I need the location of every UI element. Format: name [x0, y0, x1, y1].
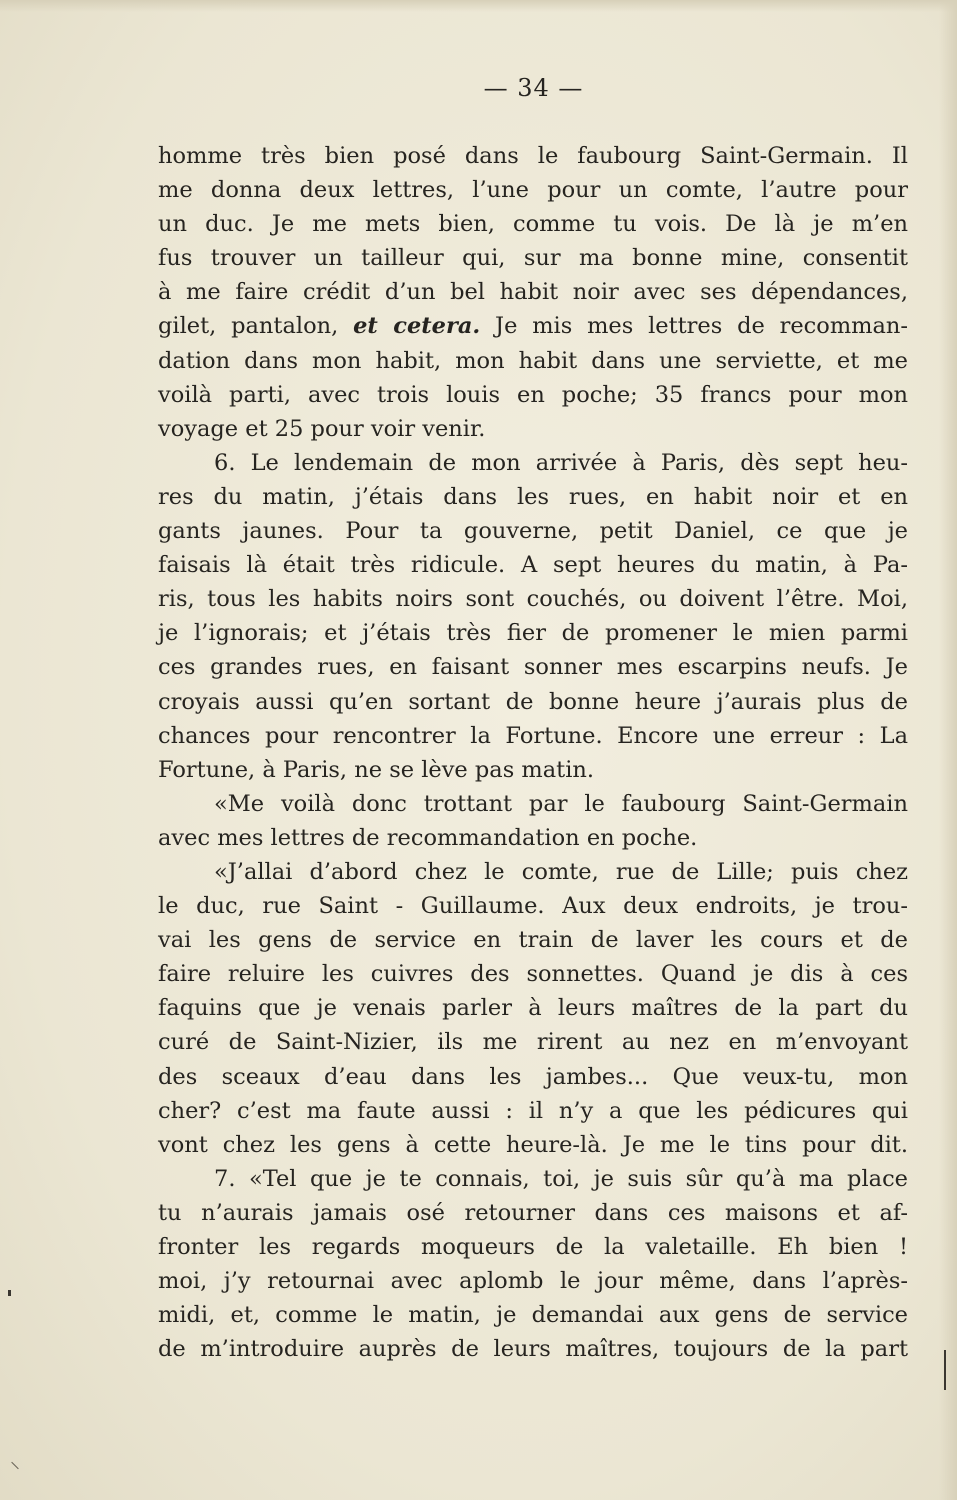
- text-line: voyage et 25 pour voir venir.: [158, 415, 486, 442]
- text-line: je l’ignorais; et j’étais très fier de promener le mien parmi: [158, 620, 908, 647]
- text-line: faisais là était très ridicule. A sept heures du matin, à Pa-: [158, 552, 908, 579]
- margin-mark-right: [944, 1350, 946, 1390]
- text-line: chances pour rencontrer la Fortune. Encore une erreur : La: [158, 722, 908, 749]
- italic-phrase: et cetera.: [353, 313, 481, 340]
- text-run: gilet, pantalon,: [158, 313, 354, 340]
- text-line: le duc, rue Saint - Guillaume. Aux deux endroits, je trou-: [158, 893, 908, 920]
- page-right-shadow: [939, 0, 957, 1500]
- text-line: de m’introduire auprès de leurs maîtres, toujours de la part: [158, 1336, 908, 1363]
- text-line: 7. «Tel que je te connais, toi, je suis sûr qu’à ma place: [214, 1165, 908, 1192]
- text-line: homme très bien posé dans le faubourg Saint-Germain. Il: [158, 143, 908, 169]
- text-line: avec mes lettres de recommandation en poche.: [158, 824, 698, 851]
- text-line: fus trouver un tailleur qui, sur ma bonne mine, consentit: [158, 245, 908, 272]
- text-line: [158, 309, 908, 343]
- text-line: voilà parti, avec trois louis en poche; 35 francs pour mon: [158, 381, 908, 408]
- text-line: vont chez les gens à cette heure-là. Je me le tins pour dit.: [158, 1131, 908, 1158]
- text-line: 6. Le lendemain de mon arrivée à Paris, dès sept heu-: [214, 449, 908, 476]
- text-line: cher? c’est ma faute aussi : il n’y a que les pédicures qui: [158, 1097, 908, 1124]
- text-line: un duc. Je me mets bien, comme tu vois. De là je m’en: [158, 211, 908, 238]
- text-line: faire reluire les cuivres des sonnettes. Quand je dis à ces: [158, 961, 908, 988]
- margin-mark-left: [8, 1290, 11, 1296]
- page-number: — 34 —: [483, 74, 584, 102]
- text-line: faquins que je venais parler à leurs maîtres de la part du: [158, 995, 908, 1022]
- text-line: à me faire crédit d’un bel habit noir avec ses dépendances,: [158, 279, 908, 306]
- text-line: res du matin, j’étais dans les rues, en habit noir et en: [158, 483, 908, 510]
- page-corner-mark: ⸌: [10, 1457, 20, 1481]
- text-line: tu n’aurais jamais osé retourner dans ces maisons et af-: [158, 1199, 908, 1226]
- text-line: «J’allai d’abord chez le comte, rue de Lille; puis chez: [214, 858, 908, 885]
- text-line: fronter les regards moqueurs de la valetaille. Eh bien !: [158, 1234, 908, 1260]
- text-line: midi, et, comme le matin, je demandai aux gens de service: [158, 1302, 908, 1329]
- text-line: moi, j’y retournai avec aplomb le jour même, dans l’après-: [158, 1268, 908, 1295]
- text-line: «Me voilà donc trottant par le faubourg Saint-Germain: [214, 790, 908, 817]
- page-top-shadow: [0, 0, 957, 12]
- text-line: ris, tous les habits noirs sont couchés, ou doivent l’être. Moi,: [158, 586, 908, 613]
- text-run: Je mis mes lettres de recomman-: [480, 313, 908, 340]
- text-line: des sceaux d’eau dans les jambes... Que veux-tu, mon: [158, 1063, 908, 1090]
- text-line: gants jaunes. Pour ta gouverne, petit Daniel, ce que je: [158, 518, 908, 545]
- text-line: vai les gens de service en train de laver les cours et de: [158, 927, 908, 954]
- text-line: Fortune, à Paris, ne se lève pas matin.: [158, 756, 595, 783]
- text-line: ces grandes rues, en faisant sonner mes escarpins neufs. Je: [158, 654, 908, 681]
- text-line: curé de Saint-Nizier, ils me rirent au nez en m’envoyant: [158, 1029, 908, 1056]
- text-line: me donna deux lettres, l’une pour un comte, l’autre pour: [158, 177, 908, 204]
- text-line: dation dans mon habit, mon habit dans une serviette, et me: [158, 347, 908, 374]
- body-text: [158, 139, 908, 1366]
- text-line: croyais aussi qu’en sortant de bonne heure j’aurais plus de: [158, 688, 908, 715]
